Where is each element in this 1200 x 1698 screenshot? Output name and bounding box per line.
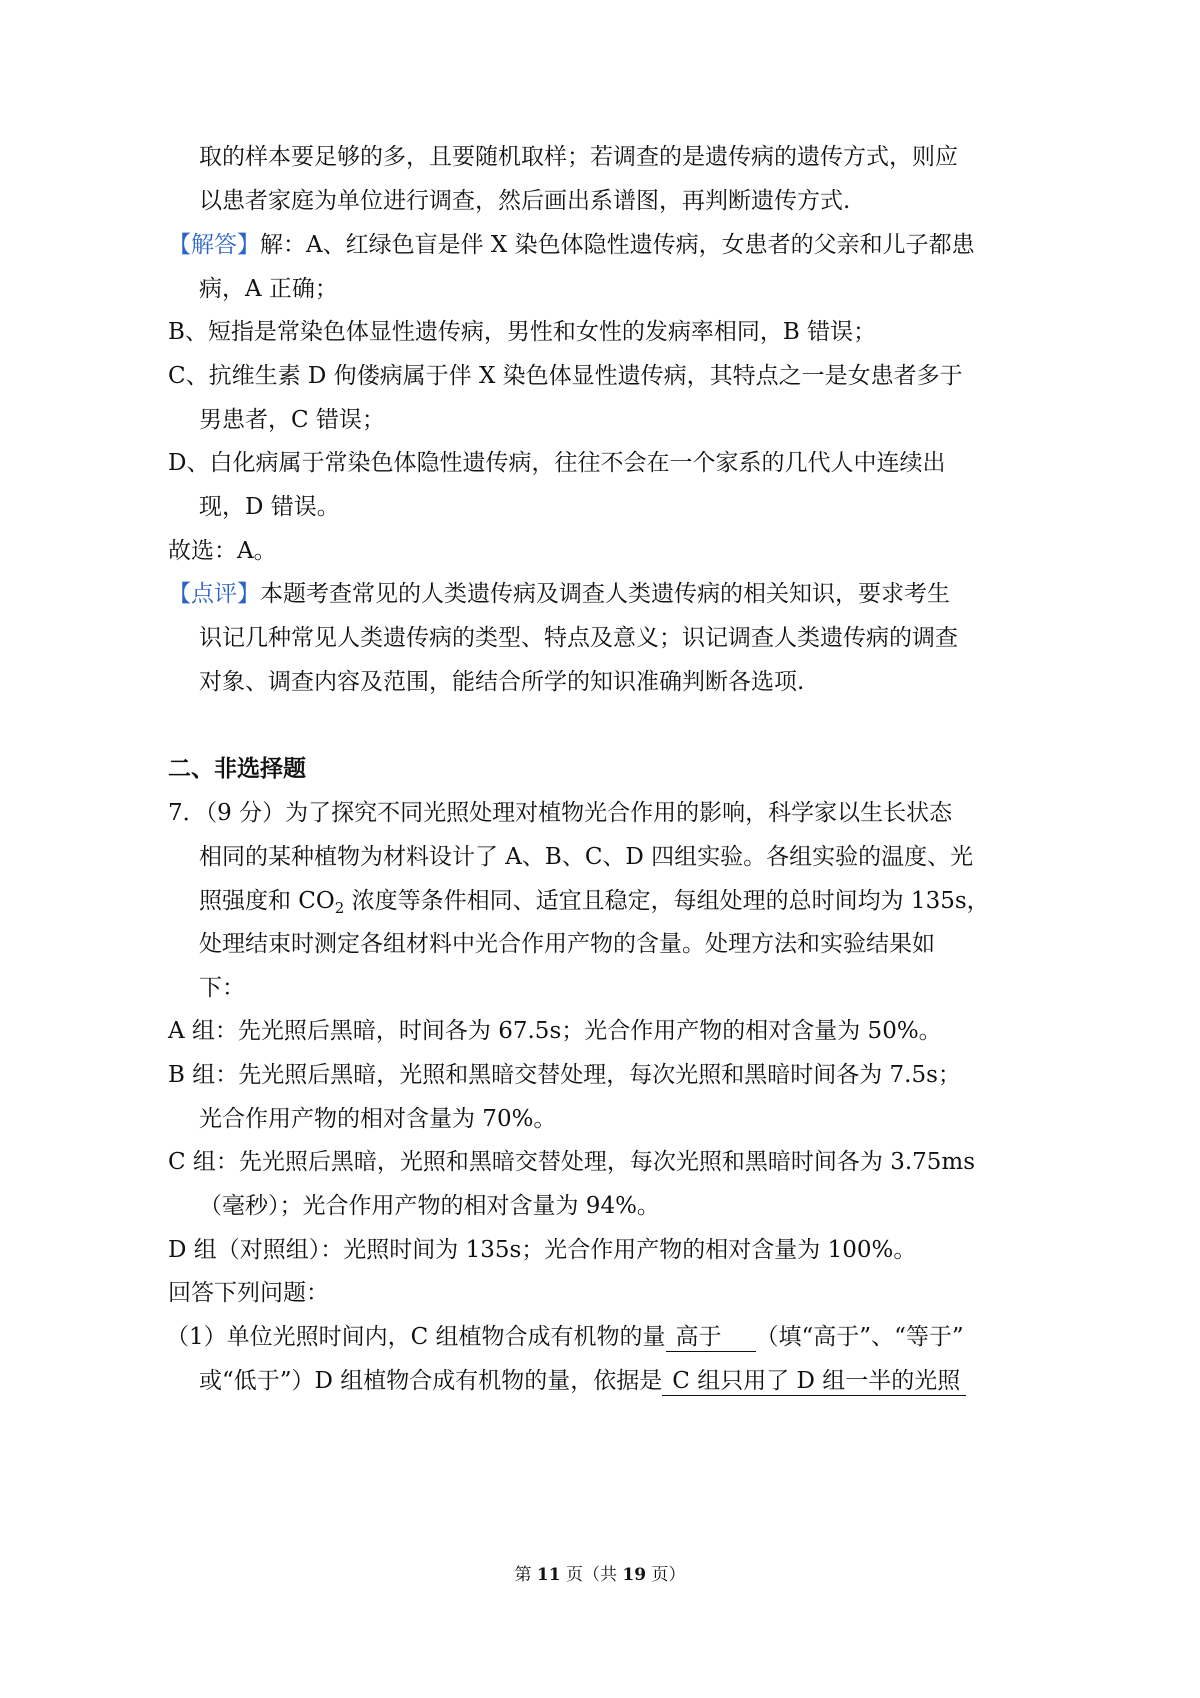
analysis-line-2: 以患者家庭为单位进行调查，然后画出系谱图，再判断遗传方式. bbox=[199, 188, 851, 214]
section-heading: 二、非选择题 bbox=[168, 756, 306, 782]
subquestion-1-line-2: 或“低于”）D 组植物合成有机物的量，依据是 C 组只用了 D 组一半的光照 bbox=[0, 1364, 1200, 1398]
page-footer: 第 11 页（共 19 页） bbox=[514, 1565, 686, 1585]
question-line-2: 相同的某种植物为材料设计了 A、B、C、D 四组实验。各组实验的温度、光 bbox=[199, 844, 974, 870]
answer-option-c: C、抗维生素 D 佝偻病属于伴 X 染色体显性遗传病，其特点之一是女患者多于 bbox=[168, 363, 963, 389]
answer-blank-2: C 组只用了 D 组一半的光照 bbox=[662, 1367, 966, 1396]
comment-line-2: 识记几种常见人类遗传病的类型、特点及意义；识记调查人类遗传病的调查 bbox=[199, 625, 958, 651]
comment-line-3: 对象、调查内容及范围，能结合所学的知识准确判断各选项. bbox=[199, 669, 805, 695]
subquestion-1-line-1: （1）单位光照时间内，C 组植物合成有机物的量 高于 （填“高于”、“等于” bbox=[166, 1324, 964, 1350]
group-a-line: A 组：先光照后黑暗，时间各为 67.5s；光合作用产物的相对含量为 50%。 bbox=[168, 1018, 942, 1044]
total-page-number: 19 bbox=[622, 1565, 647, 1585]
answer-line-1: 【解答】解：A、红绿色盲是伴 X 染色体隐性遗传病，女患者的父亲和儿子都患 bbox=[168, 232, 975, 258]
answer-option-b: B、短指是常染色体显性遗传病，男性和女性的发病率相同，B 错误； bbox=[168, 319, 877, 345]
answer-tag: 【解答】 bbox=[168, 232, 260, 258]
question-line-4: 处理结束时测定各组材料中光合作用产物的含量。处理方法和实验结果如 bbox=[199, 931, 935, 957]
group-c-line-2: （毫秒）；光合作用产物的相对含量为 94%。 bbox=[199, 1193, 660, 1219]
question-line-5: 下： bbox=[199, 975, 245, 1001]
question-line-1: 7．（9 分）为了探究不同光照处理对植物光合作用的影响，科学家以生长状态 bbox=[168, 800, 953, 826]
comment-tag: 【点评】 bbox=[168, 581, 260, 607]
comment-line-1: 【点评】本题考查常见的人类遗传病及调查人类遗传病的相关知识，要求考生 bbox=[168, 581, 950, 607]
answer-option-c-cont: 男患者，C 错误； bbox=[199, 407, 385, 433]
answer-option-d-cont: 现，D 错误。 bbox=[199, 494, 340, 520]
group-b-line-1: B 组：先光照后黑暗，光照和黑暗交替处理，每次光照和黑暗时间各为 7.5s； bbox=[168, 1062, 961, 1088]
analysis-line-1: 取的样本要足够的多，且要随机取样；若调查的是遗传病的遗传方式，则应 bbox=[199, 144, 958, 170]
group-c-line-1: C 组：先光照后黑暗，光照和黑暗交替处理，每次光照和黑暗时间各为 3.75ms bbox=[168, 1149, 976, 1175]
questions-intro: 回答下列问题： bbox=[168, 1280, 329, 1306]
answer-option-d: D、白化病属于常染色体隐性遗传病，往往不会在一个家系的几代人中连续出 bbox=[168, 450, 946, 476]
answer-line-2: 病，A 正确； bbox=[199, 276, 338, 302]
group-b-line-2: 光合作用产物的相对含量为 70%。 bbox=[199, 1106, 557, 1132]
answer-blank-1: 高于 bbox=[666, 1323, 756, 1352]
group-d-line: D 组（对照组）：光照时间为 135s；光合作用产物的相对含量为 100%。 bbox=[168, 1237, 917, 1263]
co2-subscript: 2 bbox=[334, 899, 345, 917]
final-choice: 故选：A。 bbox=[168, 538, 277, 564]
current-page-number: 11 bbox=[536, 1565, 561, 1585]
question-line-3: 照强度和 $CO_2$ 浓度等条件相同、适宜且稳定，每组处理的总时间均为 135s， bbox=[199, 888, 990, 917]
